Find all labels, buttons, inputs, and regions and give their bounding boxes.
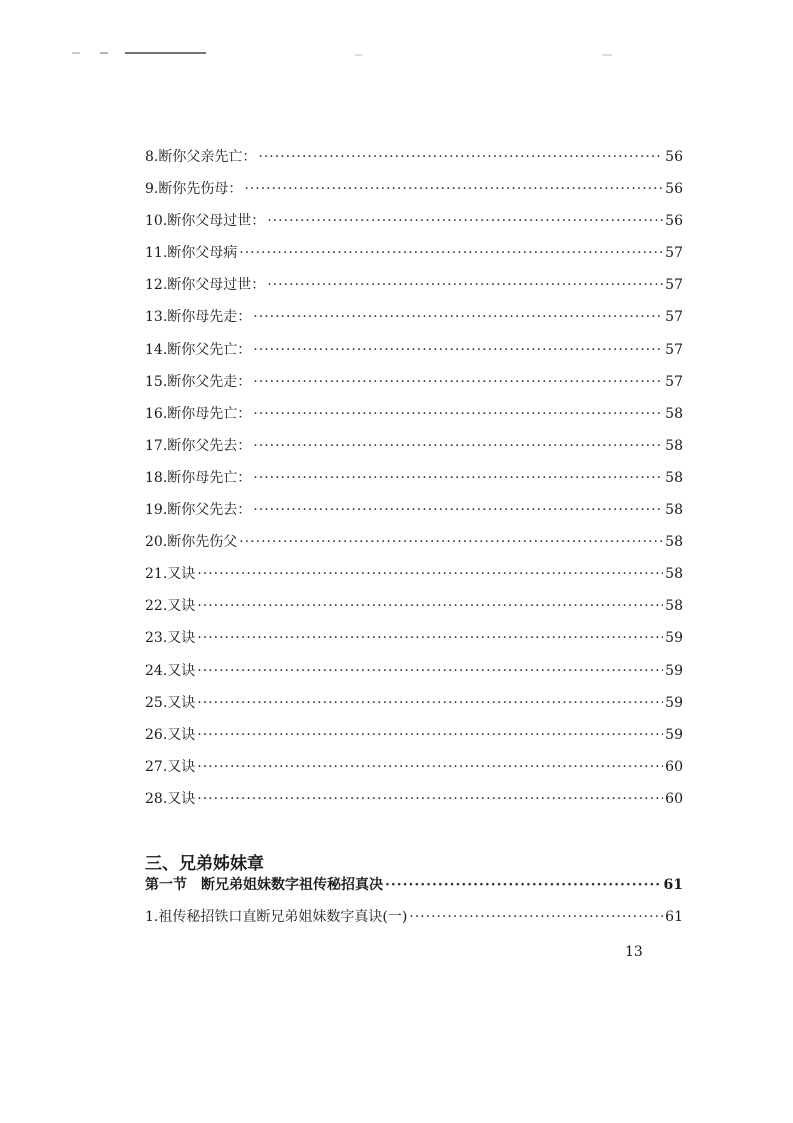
- toc-entry-label: 22.又诀: [145, 598, 196, 615]
- toc-entry-label: 8.断你父亲先亡：: [145, 149, 257, 165]
- toc-entry-page: 60: [665, 790, 683, 807]
- toc-entry-label: 1.祖传秘招铁口直断兄弟姐妹数字真诀(一): [145, 909, 408, 926]
- toc-entry-label: 10.断你父母过世：: [145, 213, 266, 230]
- table-of-contents: [145, 146, 683, 938]
- toc-entry[interactable]: [145, 692, 683, 724]
- dot-leader: [267, 213, 663, 229]
- toc-entry-label: 9.断你先伤母：: [145, 181, 243, 198]
- toc-entry[interactable]: [145, 146, 683, 178]
- toc-entry-label: 27.又诀: [145, 758, 196, 775]
- toc-entry[interactable]: [145, 906, 683, 938]
- dot-leader: [385, 877, 662, 893]
- toc-entry-page: 56: [665, 181, 683, 198]
- toc-entry[interactable]: [145, 435, 683, 467]
- toc-entry-page: 61: [665, 909, 683, 926]
- dot-leader: [258, 149, 663, 165]
- toc-entry-page: 57: [665, 277, 683, 294]
- dot-leader: [197, 663, 663, 679]
- page-number: 13: [625, 944, 643, 960]
- toc-entry-page: 57: [665, 341, 683, 358]
- toc-entry-page: 58: [665, 405, 683, 422]
- toc-entry[interactable]: [145, 724, 683, 756]
- toc-entry[interactable]: [145, 339, 683, 371]
- toc-entry-label: 26.又诀: [145, 726, 196, 743]
- toc-section-page: 61: [663, 876, 683, 893]
- toc-entry-label: 11.断你父母病: [145, 245, 238, 262]
- toc-entry-page: 58: [665, 502, 683, 519]
- toc-entry-page: 57: [665, 309, 683, 326]
- toc-entry[interactable]: [145, 499, 683, 531]
- toc-entry[interactable]: [145, 756, 683, 788]
- toc-entry-page: 56: [665, 149, 683, 165]
- toc-entry-label: 20.断你先伤父: [145, 534, 238, 551]
- toc-entry-label: 24.又诀: [145, 662, 196, 679]
- toc-entry[interactable]: [145, 788, 683, 820]
- toc-entry-label: 25.又诀: [145, 694, 196, 711]
- toc-entry-label: 19.断你父先去：: [145, 502, 252, 519]
- toc-entry-page: 59: [665, 630, 683, 647]
- dot-leader: [253, 342, 663, 358]
- toc-entry-page: 60: [665, 758, 683, 775]
- toc-entry-page: 59: [665, 662, 683, 679]
- toc-entry-page: 59: [665, 726, 683, 743]
- dot-leader: [197, 598, 663, 614]
- scan-artifacts: [0, 0, 793, 70]
- toc-entry[interactable]: [145, 660, 683, 692]
- dot-leader: [253, 438, 663, 454]
- toc-entry-page: 58: [665, 469, 683, 486]
- toc-entry[interactable]: [145, 531, 683, 563]
- toc-entry[interactable]: [145, 306, 683, 338]
- toc-entry-label: 12.断你父母过世：: [145, 277, 266, 294]
- toc-entry-label: 23.又诀: [145, 630, 196, 647]
- toc-section[interactable]: [145, 874, 683, 906]
- dot-leader: [197, 695, 663, 711]
- dot-leader: [197, 791, 663, 807]
- toc-entry[interactable]: [145, 595, 683, 627]
- toc-entry-page: 58: [665, 566, 683, 583]
- dot-leader: [239, 245, 663, 261]
- toc-entry[interactable]: [145, 371, 683, 403]
- toc-entry-page: 58: [665, 534, 683, 551]
- toc-entry-label: 14.断你父先亡：: [145, 341, 252, 358]
- toc-section-label: 第一节 断兄弟姐妹数字祖传秘招真决: [145, 876, 383, 893]
- toc-entry-page: 59: [665, 694, 683, 711]
- dot-leader: [239, 534, 663, 550]
- toc-entry-page: 58: [665, 598, 683, 615]
- toc-entry-label: 28.又诀: [145, 790, 196, 807]
- chapter-title: 三、兄弟姊妹章: [145, 853, 264, 874]
- toc-entry[interactable]: [145, 467, 683, 499]
- dot-leader: [409, 909, 663, 925]
- chapter-heading[interactable]: [145, 838, 683, 874]
- toc-entry-label: 16.断你母先亡：: [145, 405, 252, 422]
- toc-entry[interactable]: [145, 563, 683, 595]
- dot-leader: [197, 759, 663, 775]
- toc-entry-label: 18.断你母先亡：: [145, 469, 252, 486]
- dot-leader: [197, 566, 663, 582]
- toc-entry[interactable]: [145, 627, 683, 659]
- dot-leader: [253, 470, 663, 486]
- toc-entry-label: 17.断你父先去：: [145, 437, 252, 454]
- toc-entry-page: 57: [665, 373, 683, 390]
- dot-leader: [253, 309, 663, 325]
- dot-leader: [197, 630, 663, 646]
- toc-entry-label: 21.又诀: [145, 566, 196, 583]
- toc-entry[interactable]: [145, 403, 683, 435]
- toc-entry[interactable]: [145, 242, 683, 274]
- toc-entry-label: 13.断你母先走：: [145, 309, 252, 326]
- toc-entry[interactable]: [145, 178, 683, 210]
- dot-leader: [253, 406, 663, 422]
- dot-leader: [253, 502, 663, 518]
- dot-leader: [267, 277, 663, 293]
- toc-entry-label: 15.断你父先走：: [145, 373, 252, 390]
- toc-entry-page: 56: [665, 213, 683, 230]
- toc-entry-page: 57: [665, 245, 683, 262]
- toc-entry[interactable]: [145, 210, 683, 242]
- toc-entry[interactable]: [145, 274, 683, 306]
- toc-entry-page: 58: [665, 437, 683, 454]
- dot-leader: [253, 374, 663, 390]
- dot-leader: [197, 727, 663, 743]
- dot-leader: [244, 181, 663, 197]
